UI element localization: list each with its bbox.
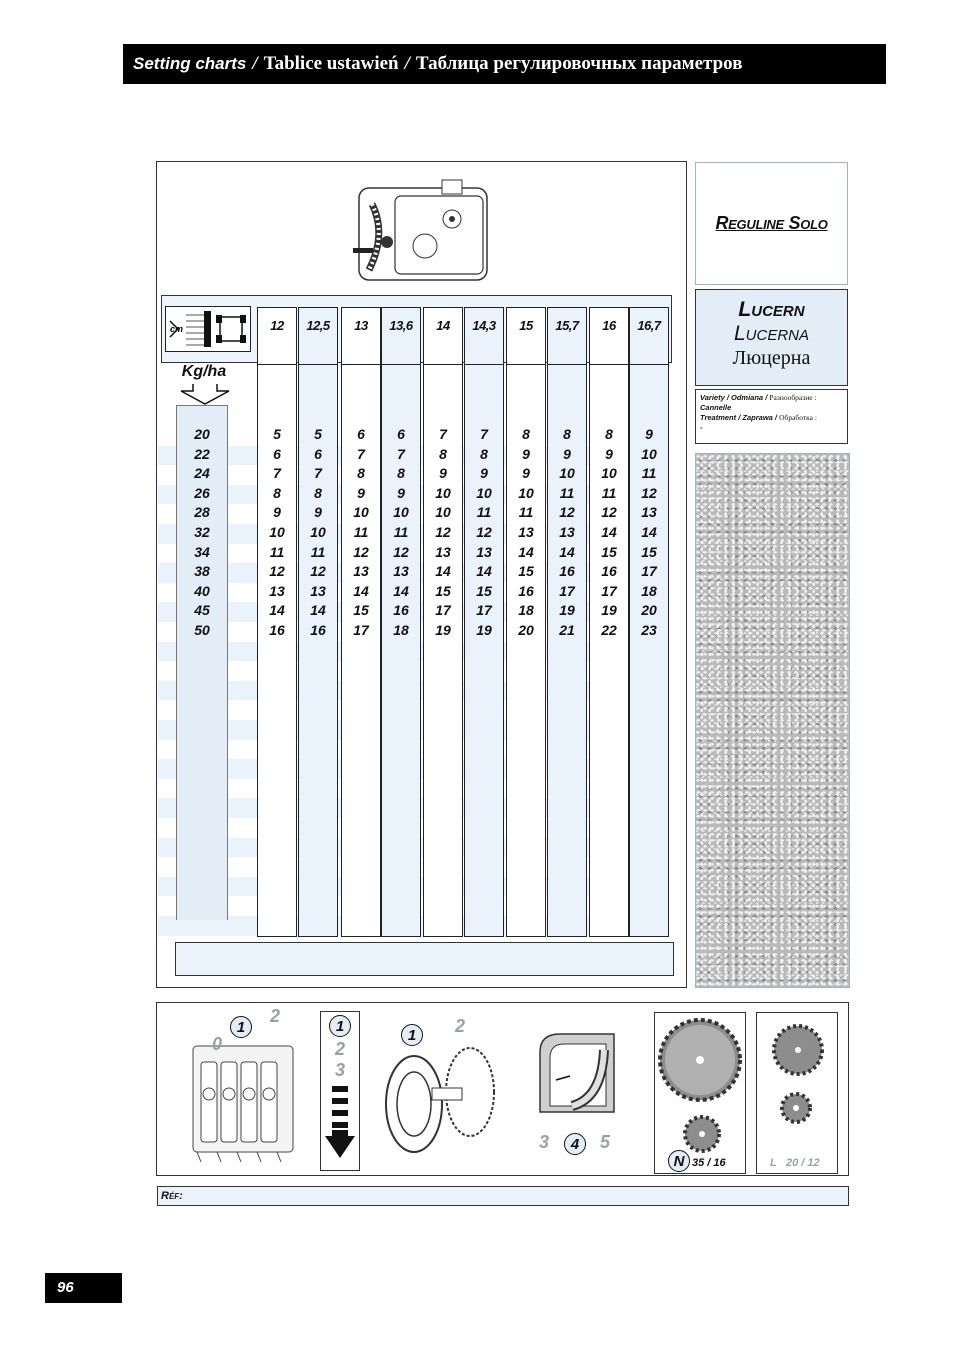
setting-cell: 10	[559, 465, 575, 482]
selector-step-4: 4	[564, 1133, 586, 1155]
column-header: 14,3	[472, 318, 496, 333]
setting-cell: 14	[353, 582, 369, 599]
treatment-line: Treatment / Zaprawa / Обработка :	[700, 413, 817, 422]
setting-cell: 18	[518, 602, 534, 619]
column-header: 13	[354, 318, 368, 333]
setting-cell: 13	[393, 563, 409, 580]
title-separator: /	[252, 53, 258, 74]
wheel-step-2: 2	[454, 1016, 465, 1036]
setting-cell: 14	[435, 563, 451, 580]
setting-cell: 8	[480, 445, 488, 462]
setting-cell: 14	[269, 602, 285, 619]
setting-cell: 12	[310, 563, 326, 580]
rate-cell: 26	[194, 484, 210, 501]
column-header: 12	[270, 318, 284, 333]
setting-cell: 13	[559, 524, 575, 540]
flap-step-2: 2	[269, 1006, 280, 1026]
setting-cell: 9	[357, 484, 365, 501]
rate-cell: 28	[194, 504, 210, 521]
setting-cell: 10	[476, 484, 492, 501]
setting-cell: 13	[476, 543, 492, 560]
setting-cell: 10	[435, 484, 451, 501]
setting-cell: 21	[559, 622, 575, 638]
setting-cell: 17	[353, 622, 369, 638]
setting-cell: 13	[641, 504, 657, 521]
setting-cell: 14	[641, 524, 657, 540]
seed-photo	[695, 453, 850, 988]
setting-cell: 12	[353, 543, 369, 560]
setting-cell: 11	[476, 504, 492, 521]
setting-cell: 10	[393, 504, 409, 521]
setting-cell: 13	[435, 543, 451, 560]
metering-gearbox-illustration	[347, 174, 497, 289]
setting-cell: 15	[435, 582, 451, 599]
rate-column	[176, 405, 228, 920]
rate-cell: 32	[194, 524, 210, 540]
step-flaps-pane	[157, 1002, 309, 1176]
setting-cell: 14	[476, 563, 492, 580]
setting-cell: 22	[601, 622, 617, 638]
setting-cell: 9	[645, 426, 653, 442]
column-header: 15,7	[555, 318, 579, 333]
setting-cell: 9	[605, 445, 613, 462]
sequence-step-3: 3	[334, 1060, 345, 1080]
setting-cell: 6	[397, 426, 405, 442]
setting-cell: 20	[518, 622, 534, 638]
title-separator: /	[404, 53, 410, 74]
rate-cell: 38	[194, 563, 210, 580]
setting-cell: 23	[641, 622, 657, 638]
sequence-step-1: 1	[329, 1015, 351, 1037]
setting-cell: 8	[273, 484, 281, 501]
setting-cell: 17	[435, 602, 451, 619]
variety-label-ru: Разнообразие :	[769, 393, 817, 402]
setting-cell: 15	[601, 543, 617, 560]
setting-cell: 5	[314, 426, 322, 442]
crop-name-ru: Люцерна	[732, 347, 811, 369]
setting-cell: 15	[641, 543, 657, 560]
step-wheel-pane	[372, 1002, 507, 1176]
setting-cell: 8	[357, 465, 365, 482]
rate-cell: 34	[194, 543, 210, 560]
gear-set-n-pane	[652, 1002, 748, 1176]
gear-set-n-letter: N	[668, 1150, 690, 1172]
setting-cell: 11	[601, 484, 617, 501]
setting-cell: 11	[641, 465, 657, 482]
setting-cell: 15	[476, 582, 492, 599]
setting-cell: 12	[269, 563, 285, 580]
setting-cell: 14	[601, 524, 617, 540]
treatment-value: -	[700, 423, 703, 432]
page-number: 96	[45, 1273, 122, 1303]
setting-cell: 7	[314, 465, 322, 482]
setting-cell: 10	[518, 484, 534, 501]
crop-name-pl: Lucerna	[733, 322, 810, 345]
setting-cell: 14	[393, 582, 409, 599]
variety-label-pl: Odmiana	[731, 393, 764, 402]
down-arrow-icon	[177, 383, 233, 405]
setting-cell: 10	[641, 445, 657, 462]
setting-cell: 10	[353, 504, 369, 521]
treatment-label-en: Treatment	[700, 413, 737, 422]
setting-cell: 8	[439, 445, 447, 462]
gear-set-l-letter: L	[770, 1157, 777, 1169]
page-header	[123, 44, 886, 84]
setting-cell: 8	[397, 465, 405, 482]
setting-cell: 12	[559, 504, 575, 521]
gear-set-l-pane	[754, 1002, 844, 1176]
treatment-label-pl: Zaprawa	[742, 413, 773, 422]
column-header: 16	[602, 318, 616, 333]
flap-step-0: 0	[211, 1034, 222, 1054]
selector-step-3: 3	[538, 1132, 549, 1152]
setting-cell: 10	[601, 465, 617, 482]
setting-cell: 18	[393, 622, 409, 638]
gear-set-l-ratio: 20 / 12	[786, 1157, 820, 1169]
setting-cell: 7	[439, 426, 447, 442]
title-en: Setting charts	[133, 54, 247, 73]
setting-cell: 6	[357, 426, 365, 442]
setting-cell: 12	[393, 543, 409, 560]
gear-icon	[758, 1016, 836, 1146]
setting-cell: 12	[435, 524, 451, 540]
setting-cell: 16	[393, 602, 409, 619]
selector-step-5: 5	[599, 1132, 610, 1152]
setting-cell: 12	[476, 524, 492, 540]
rate-cell: 50	[194, 622, 210, 638]
setting-cell: 6	[314, 445, 322, 462]
setting-cell: 9	[563, 445, 571, 462]
flap-step-1: 1	[230, 1016, 252, 1038]
setting-cell: 14	[518, 543, 534, 560]
step-sequence-pane	[317, 1002, 363, 1176]
setting-cell: 14	[310, 602, 326, 619]
setting-cell: 8	[314, 484, 322, 501]
variety-line: Variety / Odmiana / Разнообразие :	[700, 393, 817, 402]
setting-cell: 20	[641, 602, 657, 619]
title-pl: Tablice ustawień	[263, 53, 399, 74]
row-spacing-icon	[165, 306, 251, 352]
variety-value: Cannelle	[700, 403, 732, 412]
setting-cell: 9	[397, 484, 405, 501]
setting-cell: 16	[269, 622, 285, 638]
setting-cell: 11	[559, 484, 575, 501]
rate-cell: 20	[194, 426, 210, 442]
setting-cell: 17	[559, 582, 575, 599]
setting-cell: 11	[518, 504, 534, 521]
setting-cell: 19	[559, 602, 575, 619]
setting-cell: 11	[269, 543, 285, 560]
column-header: 14	[436, 318, 450, 333]
setting-cell: 19	[435, 622, 451, 638]
rate-cell: 22	[194, 445, 210, 462]
setting-cell: 16	[310, 622, 326, 638]
reference-label: Réf:	[161, 1190, 183, 1202]
model-panel	[695, 162, 848, 285]
setting-cell: 8	[522, 426, 530, 442]
setting-cell: 12	[601, 504, 617, 521]
rate-cell: 45	[194, 602, 210, 619]
column-header: 15	[519, 318, 533, 333]
setting-cell: 12	[641, 484, 657, 501]
down-arrow-icon	[325, 1086, 355, 1166]
wheel-step-1: 1	[401, 1024, 423, 1046]
setting-cell: 15	[518, 563, 534, 580]
gear-icon	[656, 1014, 744, 1154]
setting-cell: 8	[563, 426, 571, 442]
setting-cell: 14	[559, 543, 575, 560]
setting-cell: 10	[269, 524, 285, 540]
setting-cell: 9	[439, 465, 447, 482]
setting-cell: 10	[435, 504, 451, 521]
setting-cell: 13	[353, 563, 369, 580]
crop-name-en: Lucern	[738, 298, 805, 321]
step-selector-pane	[510, 1002, 650, 1176]
crop-panel	[695, 289, 848, 386]
setting-cell: 9	[522, 445, 530, 462]
setting-cell: 11	[393, 524, 409, 540]
setting-cell: 5	[273, 426, 281, 442]
title-ru: Таблица регулировочных параметров	[415, 53, 743, 74]
model-name: Reguline Solo	[715, 213, 828, 233]
column-header: 13,6	[389, 318, 413, 333]
setting-cell: 17	[641, 563, 657, 580]
setting-cell: 13	[518, 524, 534, 540]
rate-cell: 40	[194, 582, 210, 599]
setting-cell: 16	[601, 563, 617, 580]
setting-cell: 10	[310, 524, 326, 540]
setting-cell: 9	[522, 465, 530, 482]
setting-cell: 18	[641, 582, 657, 599]
setting-cell: 11	[353, 524, 369, 540]
spacing-icon-label: cm	[170, 324, 184, 334]
setting-cell: 7	[357, 445, 365, 462]
setting-cell: 16	[518, 582, 534, 599]
gear-set-n-ratio: 35 / 16	[692, 1157, 726, 1169]
setting-cell: 13	[310, 582, 326, 599]
setting-cell: 8	[605, 426, 613, 442]
setting-cell: 13	[269, 582, 285, 599]
reference-field	[157, 1186, 849, 1206]
setting-cell: 9	[273, 504, 281, 521]
setting-cell: 17	[476, 602, 492, 619]
setting-cell: 9	[480, 465, 488, 482]
setting-cell: 19	[601, 602, 617, 619]
setting-cell: 16	[559, 563, 575, 580]
treatment-label-ru: Обработка :	[779, 413, 817, 422]
rate-unit-label: Kg/ha	[181, 363, 227, 380]
variety-label-en: Variety	[700, 393, 725, 402]
variety-panel	[695, 389, 848, 444]
setting-cell: 6	[273, 445, 281, 462]
setting-cell: 7	[480, 426, 488, 442]
notes-box	[175, 942, 674, 976]
sequence-step-2: 2	[334, 1039, 345, 1059]
metering-wheel-illustration	[372, 1002, 507, 1176]
setting-cell: 11	[310, 543, 326, 560]
setting-cell: 7	[273, 465, 281, 482]
setting-cell: 19	[476, 622, 492, 638]
setting-cell: 15	[353, 602, 369, 619]
setting-cell: 9	[314, 504, 322, 521]
rate-cell: 24	[194, 465, 210, 482]
column-header: 12,5	[306, 318, 330, 333]
setting-cell: 17	[601, 582, 617, 599]
setting-cell: 7	[397, 445, 405, 462]
column-header: 16,7	[637, 318, 661, 333]
